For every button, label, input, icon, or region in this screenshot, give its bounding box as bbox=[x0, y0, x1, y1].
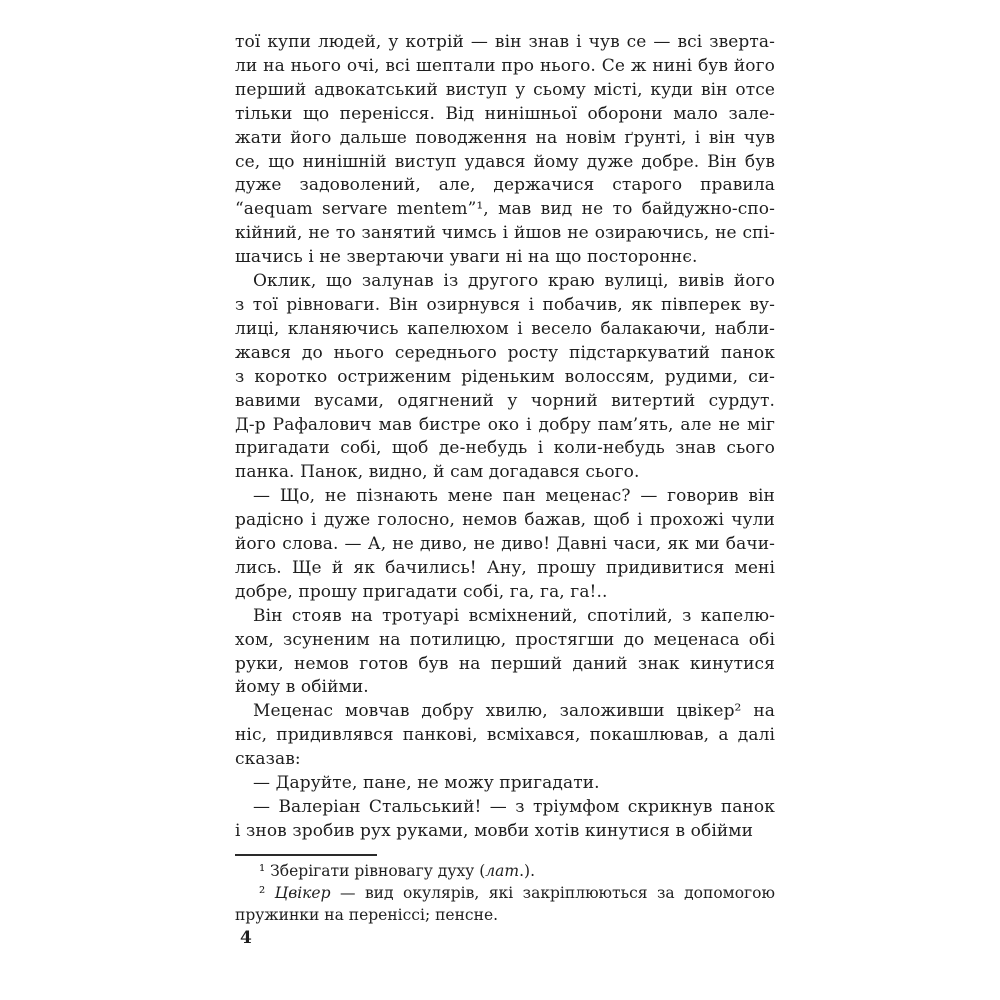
text-line: сказав: bbox=[235, 749, 301, 770]
footnote-line bbox=[235, 905, 775, 927]
text-line: радісно і дуже голосно, немов бажав, щоб і прохожі чули bbox=[235, 510, 775, 531]
text-line: дуже задоволений, але, держачися старого правила bbox=[235, 175, 775, 196]
text-line: панка. Панок, видно, й сам догадався сього. bbox=[235, 462, 640, 483]
text-line: йому в обійми. bbox=[235, 677, 369, 698]
footnote-line bbox=[235, 883, 775, 905]
footnote-text: — вид окулярів, які закріплюються за допомогою bbox=[330, 883, 776, 902]
paragraph bbox=[235, 485, 775, 605]
text-line: хом, зсуненим на потилицю, простягши до меценаса обі bbox=[235, 629, 775, 650]
paragraph bbox=[235, 772, 775, 796]
footnote-term: Цвікер bbox=[274, 883, 331, 902]
text-line: жався до нього середнього росту підстаркуватий панок bbox=[235, 342, 775, 363]
footnote-text: ² bbox=[259, 883, 275, 902]
text-line: кійний, не то занятий чимсь і йшов не озираючись, не спі- bbox=[235, 223, 775, 244]
paragraph bbox=[235, 700, 775, 772]
paragraph bbox=[235, 605, 775, 701]
text-line: Меценас мовчав добру хвилю, заложивши цвікер² на bbox=[253, 701, 775, 722]
text-line: перший адвокатський виступ у сьому місті, куди він отсе bbox=[235, 79, 775, 100]
text-line: ніс, придивлявся панкові, всміхався, покашлював, а далі bbox=[235, 725, 775, 746]
text-line: вавими вусами, одягнений у чорний витертий сурдут. bbox=[235, 390, 775, 411]
paragraph bbox=[235, 31, 775, 270]
footnote-separator bbox=[235, 854, 377, 856]
text-line: лись. Ще й як бачились! Ану, прошу придивитися мені bbox=[235, 557, 775, 578]
paragraph bbox=[235, 270, 775, 485]
text-line: тільки що перенісся. Від нинішньої оборони мало зале- bbox=[235, 103, 775, 124]
footnote-text: ¹ Зберігати рівновагу духу ( bbox=[259, 862, 486, 880]
footnote-text: .). bbox=[519, 862, 535, 880]
text-line: — Валеріан Стальський! — з тріумфом скрикнув панок bbox=[253, 797, 775, 817]
text-line: руки, немов готов був на перший даний знак кинутися bbox=[235, 653, 775, 674]
footnote-line bbox=[235, 861, 775, 883]
text-line: і знов зробив рух руками, мовби хотів кинутися в обійми bbox=[235, 820, 754, 841]
text-line: — Що, не пізнають мене пан меценас? — говорив він bbox=[253, 486, 775, 507]
text-line: з коротко остриженим ріденьким волоссям, рудими, си- bbox=[235, 366, 775, 387]
text-line: жати його дальше поводження на новім ґрунті, і він чув bbox=[235, 127, 775, 148]
text-line: се, що нинішній виступ удався йому дуже добре. Він був bbox=[235, 151, 775, 172]
text-line: — Даруйте, пане, не можу пригадати. bbox=[253, 773, 600, 794]
text-line: лиці, кланяючись капелюхом і весело балакаючи, набли- bbox=[235, 318, 775, 339]
text-line: добре, прошу пригадати собі, га, га, га!.. bbox=[235, 581, 608, 602]
text-line: з тої рівноваги. Він озирнувся і побачив, як півперек ву- bbox=[235, 294, 775, 315]
text-line: тої купи людей, у котрій — він знав і чув се — всі зверта- bbox=[235, 32, 775, 52]
paragraph bbox=[235, 796, 775, 844]
footnote-text: пружинки на переніссі; пенсне. bbox=[235, 905, 499, 924]
text-line: Він стояв на тротуарі всміхнений, спотілий, з капелю- bbox=[253, 605, 775, 626]
page-number: 4 bbox=[240, 928, 252, 948]
text-line: “aequam servare mentem”¹, мав вид не то байдужно-спо- bbox=[235, 199, 775, 220]
footnotes bbox=[235, 861, 775, 926]
footnote-term: лат bbox=[485, 862, 520, 880]
text-line: Оклик, що залунав із другого краю вулиці, вивів його bbox=[253, 271, 775, 292]
text-line: Д-р Рафалович мав бистре око і добру пам’ять, але не міг bbox=[235, 414, 775, 435]
body-text bbox=[235, 31, 775, 844]
text-line: його слова. — А, не диво, не диво! Давні часи, як ми бачи- bbox=[235, 534, 775, 555]
text-line: шачись і не звертаючи уваги ні на що постороннє. bbox=[235, 247, 698, 268]
text-line: пригадати собі, щоб де-небудь і коли-небудь знав сього bbox=[235, 438, 775, 459]
text-line: ли на нього очі, всі шептали про нього. Се ж нині був його bbox=[235, 55, 775, 76]
